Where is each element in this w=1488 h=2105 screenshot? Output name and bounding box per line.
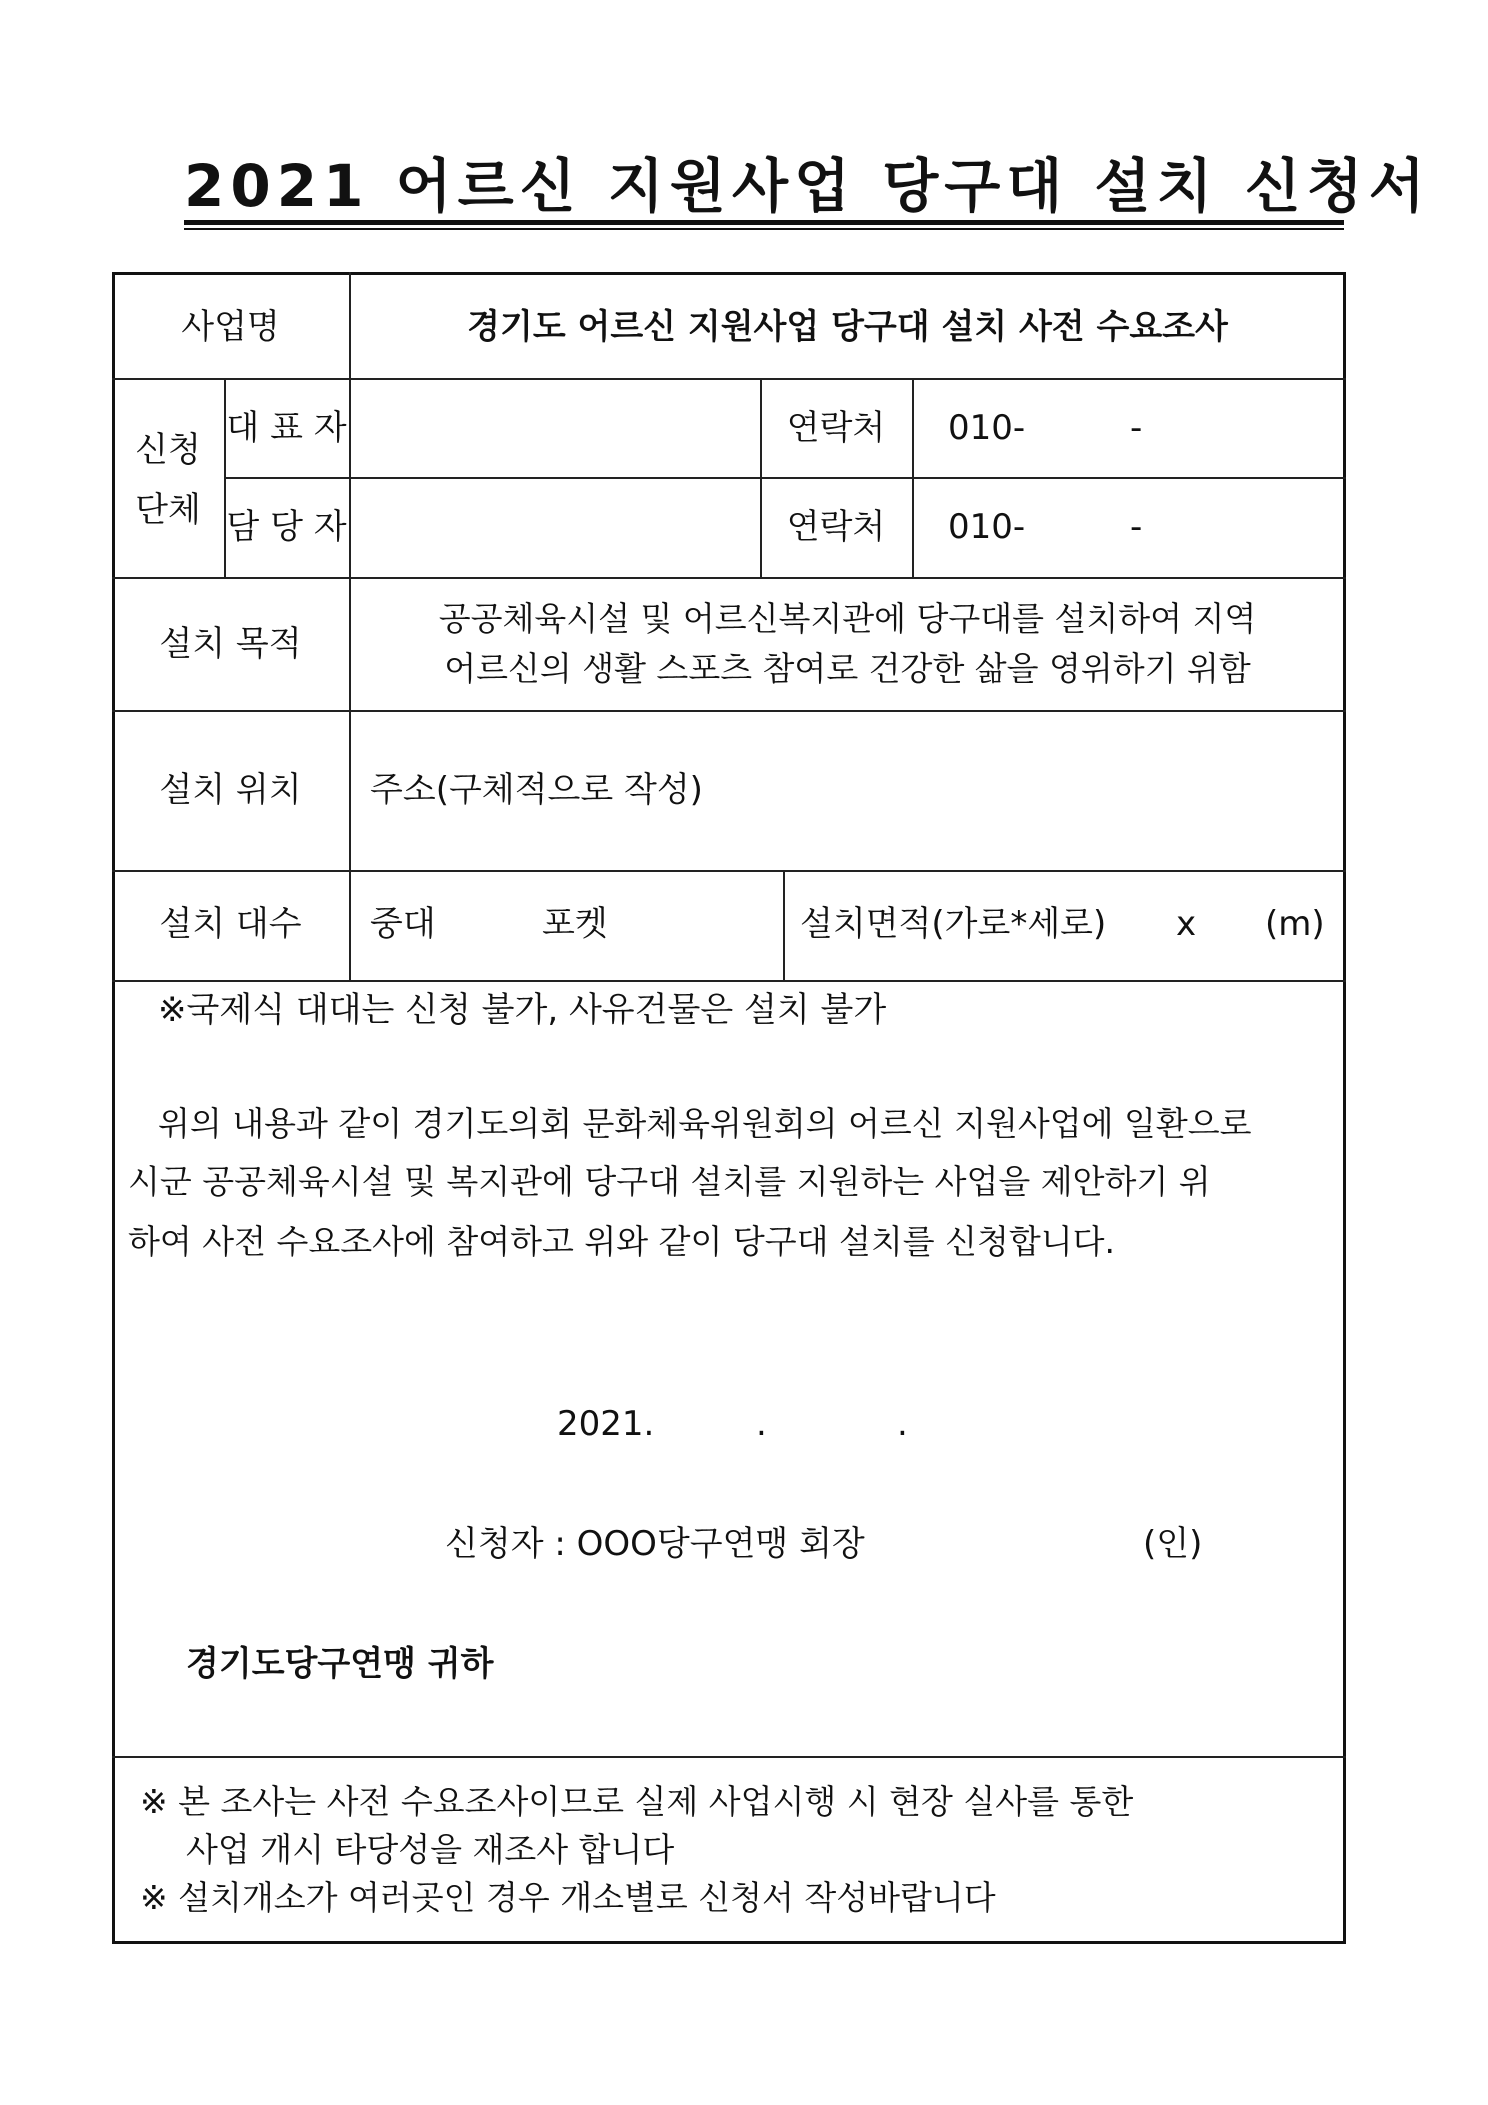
location-label: 설치 위치 [159,770,302,810]
rep-contact-label: 연락처 [786,408,886,448]
row-divider [112,1756,1346,1758]
location-value[interactable]: 주소(구체적으로 작성) [370,770,703,810]
row-divider [224,477,1346,479]
restriction-note: ※국제식 대대는 신청 불가, 사유건물은 설치 불가 [158,990,887,1030]
footer-note-1-line-2: 사업 개시 타당성을 재조사 합니다 [186,1830,675,1869]
body-line-1: 위의 내용과 같이 경기도의회 문화체육위원회의 어르신 지원사업에 일환으로 [158,1104,1252,1143]
col-divider [912,378,914,577]
recipient: 경기도당구연맹 귀하 [186,1644,494,1684]
title-underline-thin [184,228,1344,230]
purpose-label: 설치 목적 [159,624,302,664]
title-underline [184,220,1344,225]
row-divider [112,870,1346,872]
representative-label: 대 표 자 [226,408,347,448]
rep-contact-dash: - [1130,408,1143,448]
row-divider [112,710,1346,712]
col-divider [783,870,785,980]
count-pocket[interactable]: 포켓 [542,904,608,944]
mgr-contact-label: 연락처 [786,507,886,547]
area-unit: (m) [1265,904,1325,944]
body-line-3: 하여 사전 수요조사에 참여하고 위와 같이 당구대 설치를 신청합니다. [128,1222,1115,1261]
applicant-group-label-2: 단체 [135,490,201,530]
count-medium[interactable]: 중대 [370,904,436,944]
date-year[interactable]: 2021. [557,1404,655,1444]
mgr-contact-dash: - [1130,507,1143,547]
document-title: 2021 어르신 지원사업 당구대 설치 신청서 [184,152,1431,220]
applicant-group-label-1: 신청 [135,430,201,470]
applicant-signature-line: 신청자 : OOO당구연맹 회장 [445,1524,865,1564]
purpose-line-2: 어르신의 생활 스포츠 참여로 건강한 삶을 영위하기 위함 [444,649,1251,688]
seal-mark[interactable]: (인) [1143,1524,1203,1564]
date-month-dot: . [756,1404,767,1444]
date-day-dot: . [897,1404,908,1444]
row-divider [112,980,1346,982]
manager-label: 담 당 자 [226,507,347,547]
business-name-value: 경기도 어르신 지원사업 당구대 설치 사전 수요조사 [467,307,1228,347]
mgr-contact-prefix[interactable]: 010- [948,507,1026,547]
row-divider [112,577,1346,579]
count-label: 설치 대수 [159,904,302,944]
purpose-line-1: 공공체육시설 및 어르신복지관에 당구대를 설치하여 지역 [438,599,1257,638]
area-label: 설치면적(가로*세로) [800,904,1107,944]
footer-note-1-line-1: ※ 본 조사는 사전 수요조사이므로 실제 사업시행 시 현장 실사를 통한 [140,1782,1134,1821]
row-divider [112,378,1346,380]
rep-contact-prefix[interactable]: 010- [948,408,1026,448]
body-line-2: 시군 공공체육시설 및 복지관에 당구대 설치를 지원하는 사업을 제안하기 위 [128,1162,1211,1201]
area-x: x [1176,904,1197,944]
business-name-label: 사업명 [181,307,280,347]
footer-note-2: ※ 설치개소가 여러곳인 경우 개소별로 신청서 작성바랍니다 [140,1878,996,1917]
